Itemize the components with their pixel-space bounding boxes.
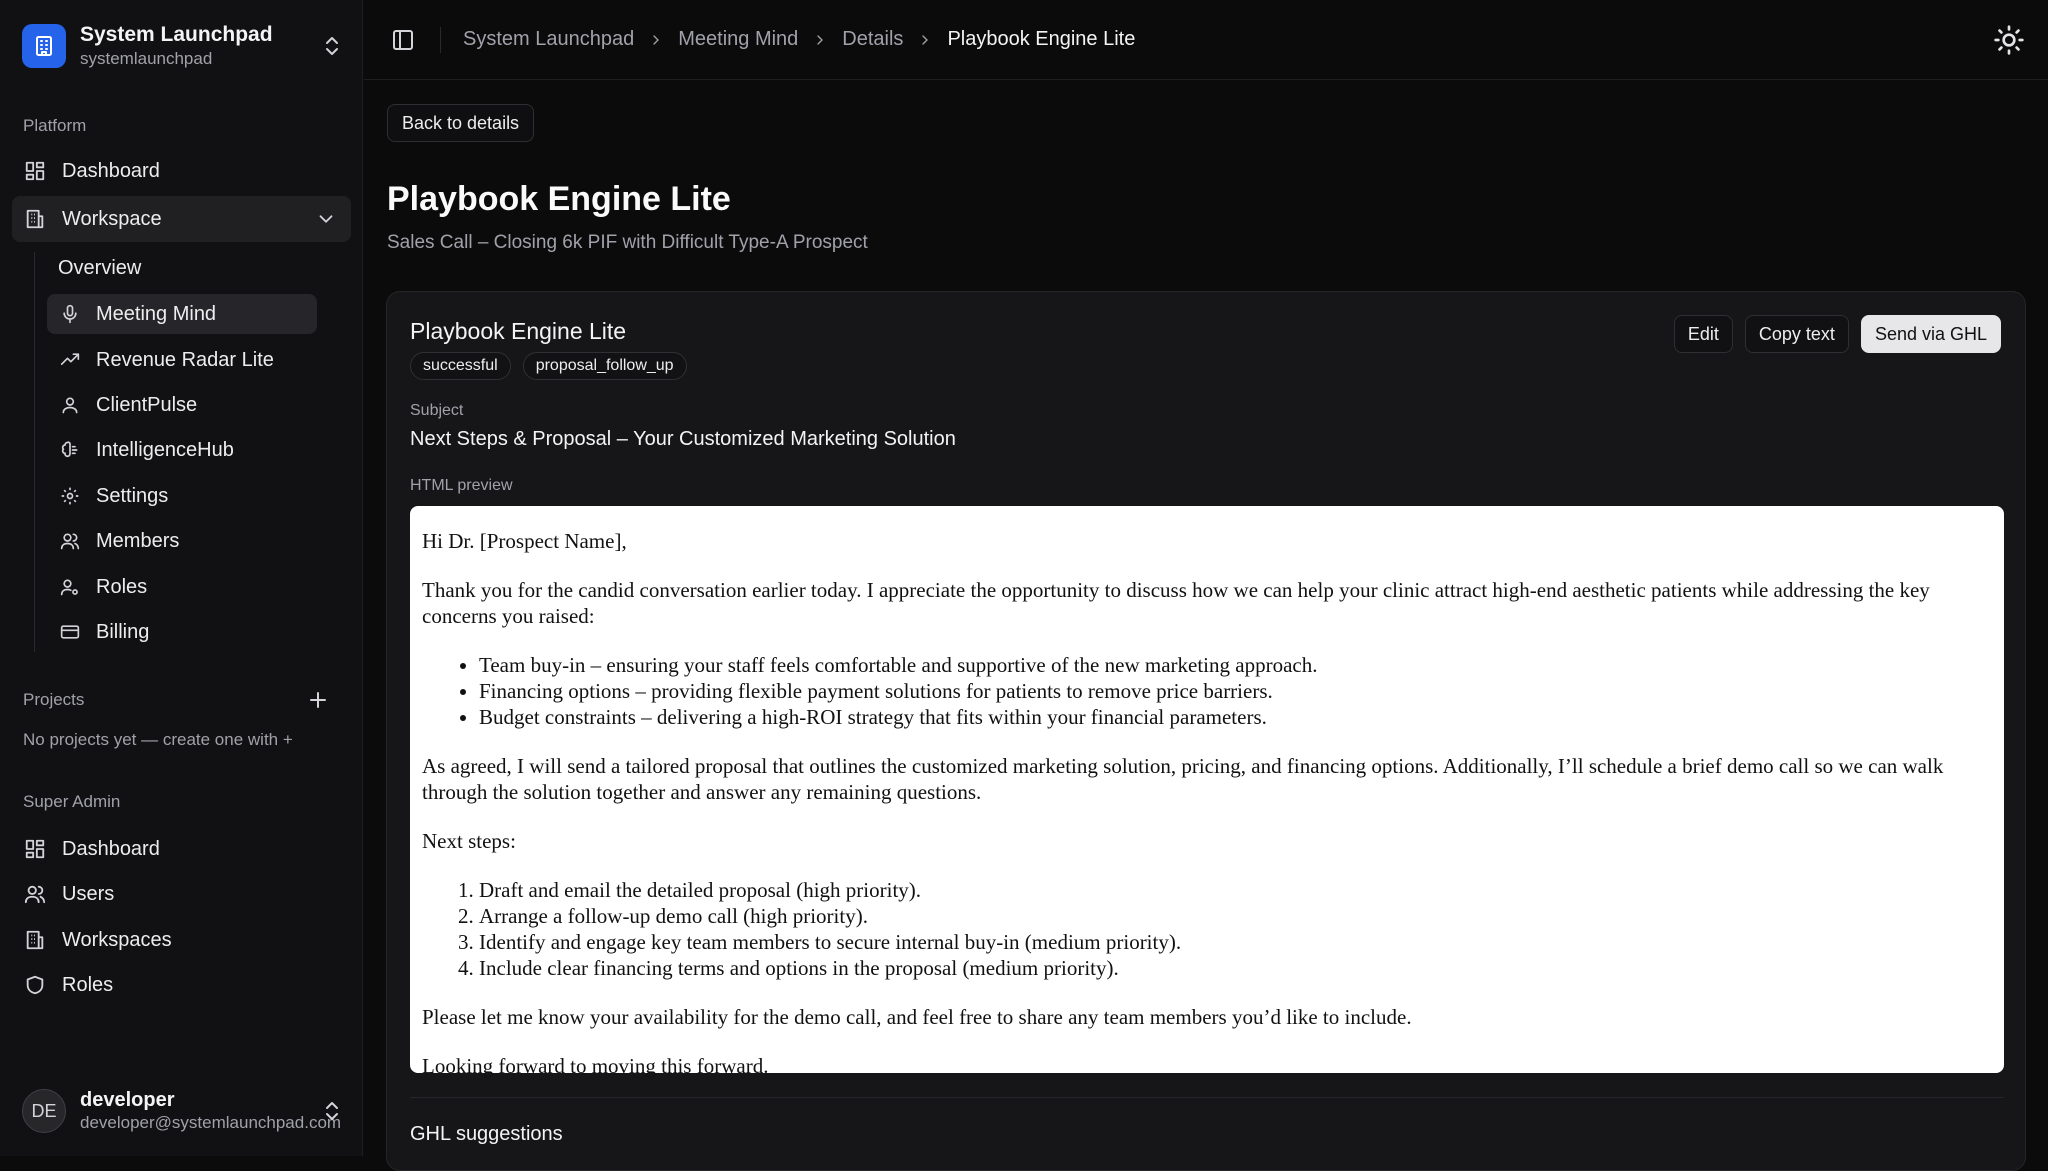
team-slug: systemlaunchpad xyxy=(80,49,213,68)
sidebar-item-label: Roles xyxy=(62,973,114,996)
sidebar-item-label: Dashboard xyxy=(62,159,160,182)
card-actions xyxy=(1674,315,2001,353)
copy-text-button[interactable]: Copy text xyxy=(1745,315,1849,353)
edit-button[interactable]: Edit xyxy=(1674,315,1733,353)
sidebar-item-label: IntelligenceHub xyxy=(96,438,234,461)
building-icon xyxy=(22,24,66,68)
microphone-icon xyxy=(58,302,82,326)
sidebar-item-label: Roles xyxy=(96,575,148,598)
subject-value: Next Steps & Proposal – Your Customized Marketing Solution xyxy=(410,428,956,450)
email-greeting: Hi Dr. [Prospect Name], xyxy=(422,529,627,553)
send-via-ghl-button[interactable]: Send via GHL xyxy=(1861,315,2001,353)
html-preview[interactable] xyxy=(410,506,2004,1078)
building-icon xyxy=(22,927,48,953)
super-admin-group-label: Super Admin xyxy=(23,792,121,811)
platform-group-label: Platform xyxy=(23,116,87,135)
team-switcher[interactable] xyxy=(12,10,352,82)
email-paragraph: Please let me know your availability for the demo call, and feel free to share any team members you’d like to include. xyxy=(422,1005,1412,1029)
sidebar-item-meeting-mind[interactable] xyxy=(47,294,317,334)
user-icon xyxy=(58,393,82,417)
chevron-right-icon xyxy=(917,32,933,48)
list-item: 4. Include clear financing terms and options in the proposal (medium priority). xyxy=(479,955,1992,981)
card-title: Playbook Engine Lite xyxy=(410,318,627,344)
html-preview-label: HTML preview xyxy=(410,477,513,494)
sidebar-item-billing[interactable] xyxy=(47,612,317,652)
email-paragraph: Thank you for the candid conversation earlier today. I appreciate the opportunity to discuss how we can help your clinic attract high-end aesthetic patients while addressing the key concerns you raised: xyxy=(422,578,1930,628)
projects-group-label: Projects xyxy=(23,690,85,709)
sidebar-item-label: Members xyxy=(96,529,180,552)
sidebar-item-label: Revenue Radar Lite xyxy=(96,348,274,371)
trending-up-icon xyxy=(58,348,82,372)
chevrons-up-down-icon xyxy=(322,32,342,60)
badge-list xyxy=(410,352,687,380)
ghl-suggestions-title: GHL suggestions xyxy=(410,1123,563,1145)
sidebar-item-label: ClientPulse xyxy=(96,393,198,416)
chevron-right-icon xyxy=(812,32,828,48)
sidebar-item-dashboard[interactable] xyxy=(12,148,351,194)
email-steps-list xyxy=(479,877,1992,981)
breadcrumb xyxy=(463,28,1135,51)
plus-icon xyxy=(306,688,330,712)
sidebar-item-label: Meeting Mind xyxy=(96,302,217,325)
sidebar-item-intelligence-hub[interactable] xyxy=(47,430,317,470)
panel-left-icon xyxy=(391,28,415,52)
sidebar-item-roles[interactable] xyxy=(47,567,317,607)
top-header xyxy=(364,0,2048,80)
sidebar-item-overview[interactable] xyxy=(47,248,317,288)
list-item: • Budget constraints – delivering a high-ROI strategy that fits within your financial parameters. xyxy=(479,704,1992,730)
email-closing: Looking forward to moving this forward. xyxy=(422,1054,769,1078)
chevron-right-icon xyxy=(648,32,664,48)
credit-card-icon xyxy=(58,620,82,644)
user-menu[interactable] xyxy=(12,1080,352,1142)
email-paragraph: As agreed, I will send a tailored proposal that outlines the customized marketing solution, pricing, and financing options. Additionally, I’ll schedule a brief demo call so we can walk through the solution together and answer any remaining questions. xyxy=(422,754,1944,804)
sidebar-toggle-button[interactable] xyxy=(388,25,418,55)
sidebar-item-members[interactable] xyxy=(47,521,317,561)
list-item: 3. Identify and engage key team members to secure internal buy-in (medium priority). xyxy=(479,929,1992,955)
sidebar-item-admin-roles[interactable] xyxy=(12,962,351,1008)
users-icon xyxy=(22,881,48,907)
subject-label: Subject xyxy=(410,402,464,419)
sidebar-item-revenue-radar[interactable] xyxy=(47,340,317,380)
user-name: developer xyxy=(80,1089,175,1111)
shield-icon xyxy=(22,972,48,998)
team-name: System Launchpad xyxy=(80,23,273,46)
email-concerns-list xyxy=(479,652,1992,730)
sidebar-item-users[interactable] xyxy=(12,871,351,917)
avatar: DE xyxy=(22,1089,66,1133)
page-subtitle: Sales Call – Closing 6k PIF with Difficult Type-A Prospect xyxy=(387,232,868,253)
sidebar-item-admin-dashboard[interactable] xyxy=(12,826,351,872)
user-cog-icon xyxy=(58,575,82,599)
list-item: 2. Arrange a follow-up demo call (high priority). xyxy=(479,903,1992,929)
add-project-button[interactable] xyxy=(306,688,330,712)
type-badge: proposal_follow_up xyxy=(523,352,687,380)
sidebar-item-label: Workspace xyxy=(62,207,162,230)
breadcrumb-item[interactable]: Meeting Mind xyxy=(678,28,799,50)
building-icon xyxy=(22,206,48,232)
status-badge: successful xyxy=(410,352,511,380)
user-email: developer@systemlaunchpad.com xyxy=(80,1113,342,1132)
sidebar-item-label: Workspaces xyxy=(62,928,172,951)
page-title: Playbook Engine Lite xyxy=(387,180,731,218)
sidebar-item-label: Overview xyxy=(58,256,142,279)
list-item: • Financing options – providing flexible payment solutions for patients to remove price barriers. xyxy=(479,678,1992,704)
sidebar-item-settings[interactable] xyxy=(47,476,317,516)
sidebar-item-workspace[interactable] xyxy=(12,196,351,242)
email-next-steps-label: Next steps: xyxy=(422,829,516,853)
users-icon xyxy=(58,529,82,553)
breadcrumb-item[interactable]: System Launchpad xyxy=(463,28,635,50)
card-divider xyxy=(410,1097,2004,1098)
layout-dashboard-icon xyxy=(22,836,48,862)
sun-icon xyxy=(1993,24,2025,56)
sidebar-item-label: Users xyxy=(62,882,115,905)
theme-toggle-button[interactable] xyxy=(1990,21,2028,59)
chevron-down-icon xyxy=(315,208,337,236)
layout-dashboard-icon xyxy=(22,158,48,184)
sidebar-item-label: Settings xyxy=(96,484,169,507)
back-to-details-button[interactable]: Back to details xyxy=(387,104,534,142)
list-item: 1. Draft and email the detailed proposal (high priority). xyxy=(479,877,1992,903)
sidebar-item-client-pulse[interactable] xyxy=(47,385,317,425)
playbook-card xyxy=(386,291,2026,1171)
chevrons-up-down-icon xyxy=(322,1097,342,1125)
list-item: • Team buy-in – ensuring your staff feels comfortable and supportive of the new marketing approach. xyxy=(479,652,1992,678)
submenu-guide-line xyxy=(34,252,35,652)
brain-icon xyxy=(58,438,82,462)
sidebar xyxy=(0,0,363,1156)
header-divider xyxy=(440,27,441,53)
breadcrumb-current: Playbook Engine Lite xyxy=(947,28,1136,50)
gear-icon xyxy=(58,484,82,508)
sidebar-item-workspaces[interactable] xyxy=(12,917,351,963)
sidebar-item-label: Dashboard xyxy=(62,837,160,860)
breadcrumb-item[interactable]: Details xyxy=(842,28,904,50)
projects-empty-text: No projects yet — create one with + xyxy=(23,730,293,749)
sidebar-item-label: Billing xyxy=(96,620,150,643)
